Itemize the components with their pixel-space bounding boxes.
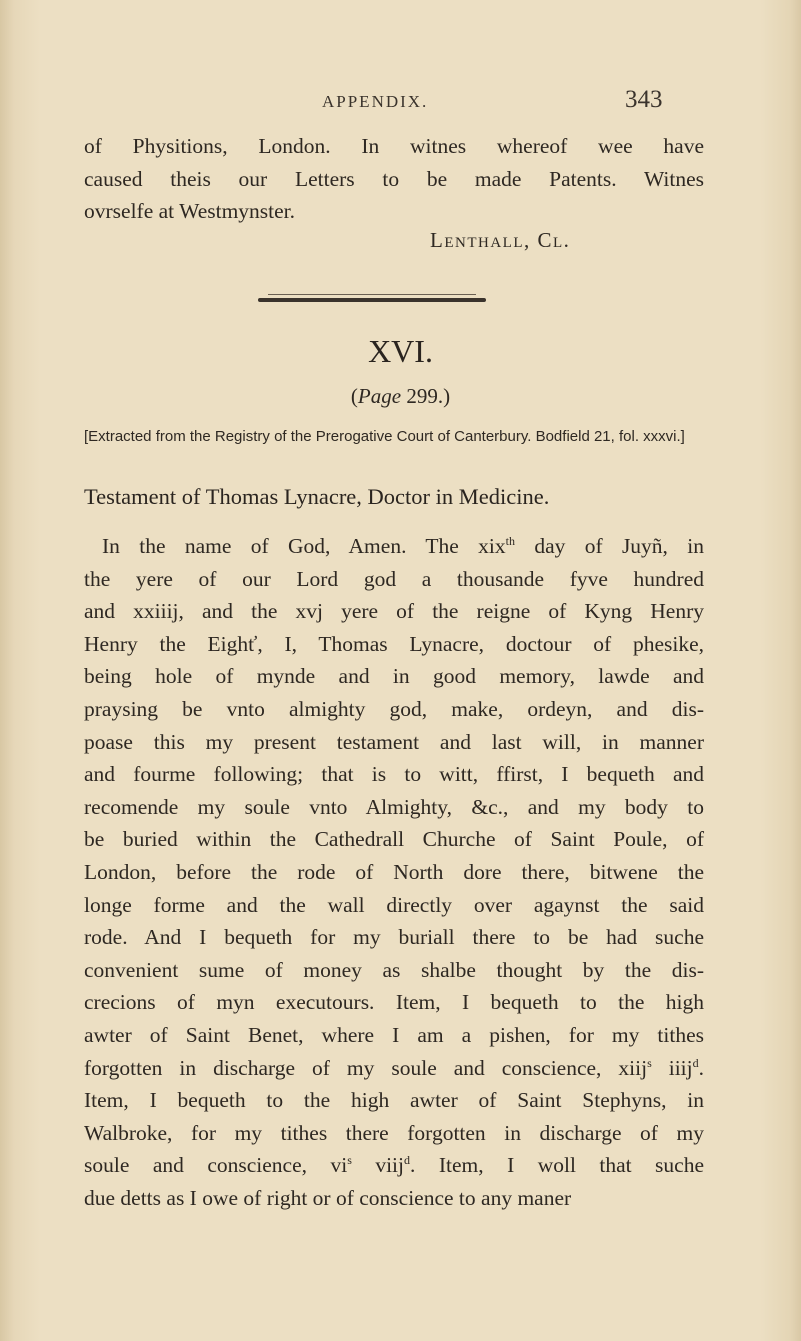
text-line <box>84 1149 704 1182</box>
superscript: s <box>347 1153 352 1168</box>
opening-paragraph <box>84 130 704 228</box>
text-line <box>84 530 704 563</box>
page-reference <box>0 384 801 409</box>
text-span: . <box>698 1055 704 1080</box>
text-line: ovrselfe at Westmynster. <box>84 199 296 224</box>
text-line: London, before the rode of North dore there, bitwene the <box>84 859 704 884</box>
text-line: recomende my soule vnto Almighty, &c., and my body to <box>84 794 704 819</box>
superscript: d <box>404 1153 411 1168</box>
text-span: forgotten in discharge of my soule and conscience, xiij <box>84 1055 648 1080</box>
text-line: crecions of myn executours. Item, I bequeth to the high <box>84 990 704 1015</box>
text-span: day of Juyñ, in <box>514 534 704 558</box>
page-ref-rest: 299.) <box>401 384 451 408</box>
page-ref-word: Page <box>357 384 402 408</box>
text-span: soule and conscience, vi <box>84 1153 348 1178</box>
section-divider-thin <box>268 294 476 295</box>
running-title: APPENDIX. <box>322 92 429 111</box>
text-line: Item, I bequeth to the high awter of Saint Stephyns, in <box>84 1088 704 1113</box>
text-line: and xxiiij, and the xvj yere of the reigne of Kyng Henry <box>84 599 704 624</box>
text-span: In the name of God, Amen. The xix <box>102 534 506 558</box>
text-line: rode. And I bequeth for my buriall there to be had suche <box>84 925 704 950</box>
text-line: praysing be vnto almighty god, make, ordeyn, and dis- <box>84 696 704 721</box>
text-line: the yere of our Lord god a thousande fyve hundred <box>84 566 704 591</box>
running-head <box>0 86 801 120</box>
section-number: XVI. <box>368 333 433 369</box>
text-line <box>84 1052 704 1085</box>
document-heading: Testament of Thomas Lynacre, Doctor in Medicine. <box>84 484 550 509</box>
superscript: th <box>505 533 515 548</box>
text-span: . Item, I woll that suche <box>410 1153 705 1178</box>
text-line: caused theis our Letters to be made Patents. Witnes <box>84 166 704 191</box>
text-span: viij <box>351 1153 405 1178</box>
text-line: convenient sume of money as shalbe thought by the dis- <box>84 957 704 982</box>
text-line: awter of Saint Benet, where I am a pishen, for my tithes <box>84 1022 704 1047</box>
signature: Lenthall, Cl. <box>430 228 571 252</box>
text-line: Walbroke, for my tithes there forgotten in discharge of my <box>84 1120 704 1145</box>
text-line: Henry the Eighť, I, Thomas Lynacre, doctour of phesike, <box>84 631 704 656</box>
superscript: s <box>647 1055 652 1070</box>
testament-body <box>84 530 704 1214</box>
page-ref-open: ( <box>350 384 358 408</box>
text-span: iiij <box>651 1055 693 1080</box>
text-line: and fourme following; that is to witt, ffirst, I bequeth and <box>84 762 704 787</box>
text-line: due detts as I owe of right or of conscience to any maner <box>84 1185 572 1210</box>
section-divider <box>258 298 486 302</box>
text-line: poase this my present testament and last will, in manner <box>84 729 704 754</box>
text-line: of Physitions, London. In witnes whereof wee have <box>84 134 704 158</box>
page-number: 343 <box>625 86 663 113</box>
source-note: [Extracted from the Registry of the Prerogative Court of Canterbury. Bodfield 21, fol. xxxvi.] <box>84 428 685 445</box>
text-line: longe forme and the wall directly over agaynst the said <box>84 892 704 917</box>
text-line: being hole of mynde and in good memory, lawde and <box>84 664 704 689</box>
text-line: be buried within the Cathedrall Churche of Saint Poule, of <box>84 827 704 852</box>
superscript: d <box>692 1055 699 1070</box>
